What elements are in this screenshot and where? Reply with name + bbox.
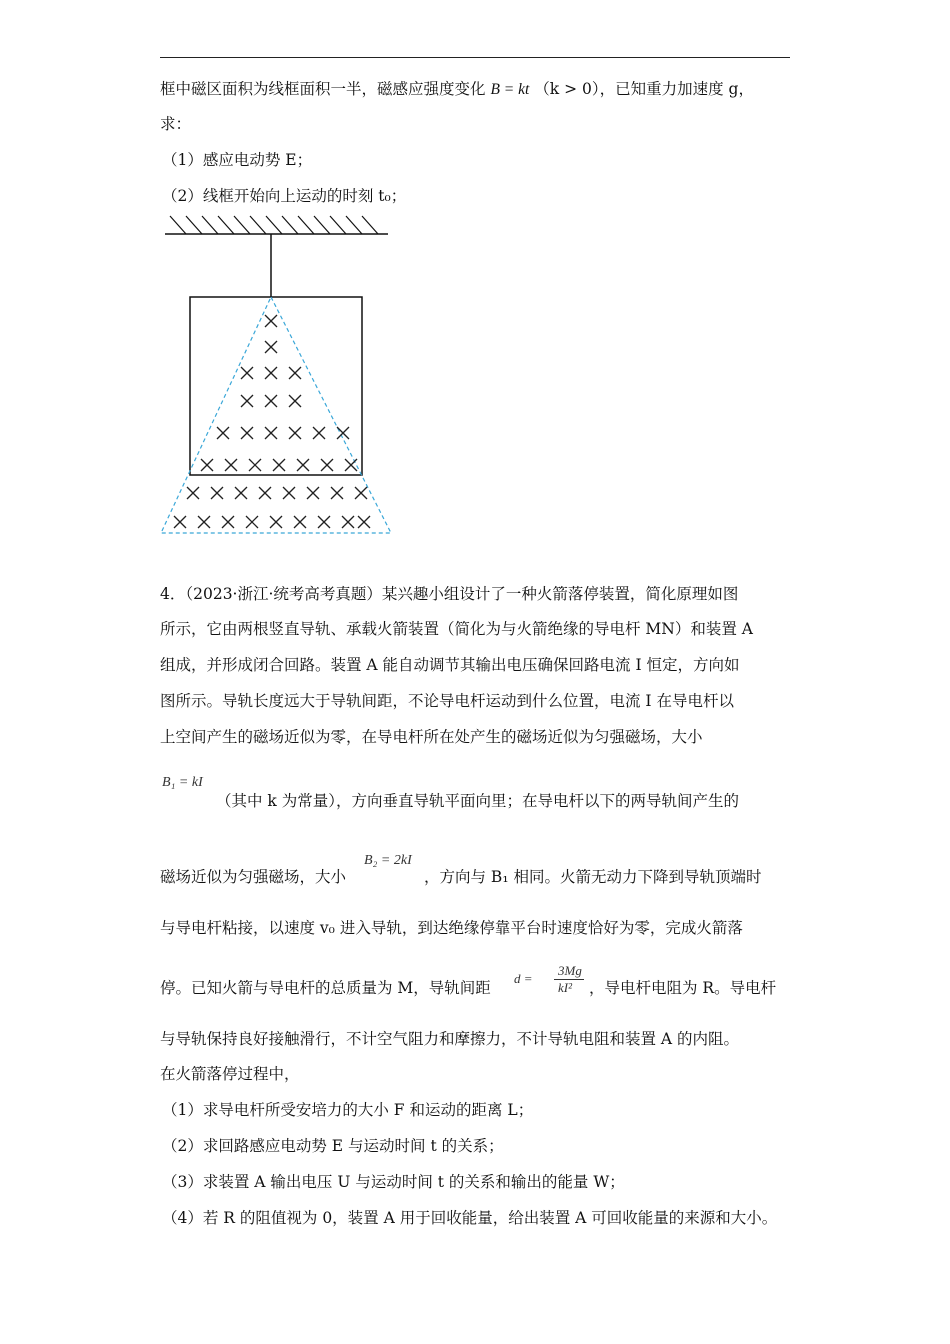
eq-b1: B₁ = kI [162,775,203,790]
field-cross-icon [265,367,277,379]
eq-b2: B₂ = 2kI [364,853,412,868]
p4-line-8: 与导电杆粘接，以速度 v₀ 进入导轨，到达绝缘停靠平台时速度恰好为零，完成火箭落 [160,919,743,937]
field-cross-icon [246,516,258,528]
field-cross-icon [211,487,223,499]
p4-line-7a: 磁场近似为匀强磁场，大小 [160,868,347,886]
eq-d [514,963,582,1003]
field-cross-icon [259,487,271,499]
field-cross-icon [273,459,285,471]
field-cross-icon [289,395,301,407]
p4-line-1: 4．（2023·浙江·统考高考真题）某兴趣小组设计了一种火箭落停装置，简化原理如图 [160,585,739,603]
field-cross-icon [187,487,199,499]
field-cross-icon [355,487,367,499]
field-cross-icon [294,516,306,528]
field-cross-icon [222,516,234,528]
field-cross-icon [297,459,309,471]
prev-line-1: 框中磁区面积为线框面积一半，磁感应强度变化 B = kt （k > 0），已知重力加速度 g， [160,80,754,98]
p4-question-2: （2）求回路感应电动势 E 与运动时间 t 的关系； [162,1137,504,1155]
ceiling-hatch [170,216,378,234]
field-cross-icon [289,367,301,379]
field-cross-icon [337,427,349,439]
field-cross-icon [241,395,253,407]
field-cross-icon [307,487,319,499]
prev-question-1: （1）感应电动势 E； [162,151,313,169]
field-cross-icon [217,427,229,439]
wire-frame [190,297,362,475]
field-cross-icon [265,395,277,407]
field-cross-icon [201,459,213,471]
eq-d-lhs: d = [514,971,533,986]
p4-line-5: 上空间产生的磁场近似为零，在导电杆所在处产生的磁场近似为匀强磁场，大小 [160,728,703,746]
field-cross-icon [249,459,261,471]
p4-line-4: 图所示。导轨长度远大于导轨间距，不论导电杆运动到什么位置，电流 I 在导电杆以 [160,692,734,710]
p4-line-11: 在火箭落停过程中， [160,1065,300,1083]
field-cross-icon [318,516,330,528]
prev-line-2: 求： [160,115,192,133]
p4-line-9a: 停。已知火箭与导电杆的总质量为 M，导轨间距 [160,979,491,997]
prev-question-2: （2）线框开始向上运动的时刻 t₀； [162,187,407,205]
p4-line-9b: ，导电杆电阻为 R。导电杆 [589,979,777,997]
field-cross-icon [198,516,210,528]
field-cross-icon [283,487,295,499]
field-cross-icon [321,459,333,471]
field-cross-icon [358,516,370,528]
magnetic-field-crosses [174,315,370,528]
p4-question-3: （3）求装置 A 输出电压 U 与运动时间 t 的关系和输出的能量 W； [162,1173,625,1191]
field-cross-icon [241,367,253,379]
p4-line-10: 与导轨保持良好接触滑行，不计空气阻力和摩擦力，不计导轨电阻和装置 A 的内阻。 [160,1030,740,1048]
p4-question-1: （1）求导电杆所受安培力的大小 F 和运动的距离 L； [162,1101,534,1119]
frame-magnetic-figure [0,0,950,560]
eq-d-denominator: kI² [558,980,572,995]
field-cross-icon [270,516,282,528]
eq-d-numerator: 3Mg [558,963,582,978]
field-cross-icon [225,459,237,471]
field-cross-icon [289,427,301,439]
field-cross-icon [241,427,253,439]
field-cross-icon [342,516,354,528]
field-cross-icon [345,459,357,471]
field-cross-icon [265,315,277,327]
field-cross-icon [265,341,277,353]
p4-question-4: （4）若 R 的阻值视为 0，装置 A 用于回收能量，给出装置 A 可回收能量的来源和大小。 [162,1209,778,1227]
field-cross-icon [235,487,247,499]
p4-line-2: 所示，它由两根竖直导轨、承载火箭装置（简化为与火箭绝缘的导电杆 MN）和装置 A [160,620,753,638]
p4-line-3: 组成，并形成闭合回路。装置 A 能自动调节其输出电压确保回路电流 I 恒定，方向如 [160,656,740,674]
field-cross-icon [174,516,186,528]
field-cross-icon [331,487,343,499]
p4-line-7b: ，方向与 B₁ 相同。火箭无动力下降到导轨顶端时 [424,868,762,886]
p4-line-6: （其中 k 为常量），方向垂直导轨平面向里；在导电杆以下的两导轨间产生的 [216,792,739,810]
field-cross-icon [265,427,277,439]
field-cross-icon [313,427,325,439]
